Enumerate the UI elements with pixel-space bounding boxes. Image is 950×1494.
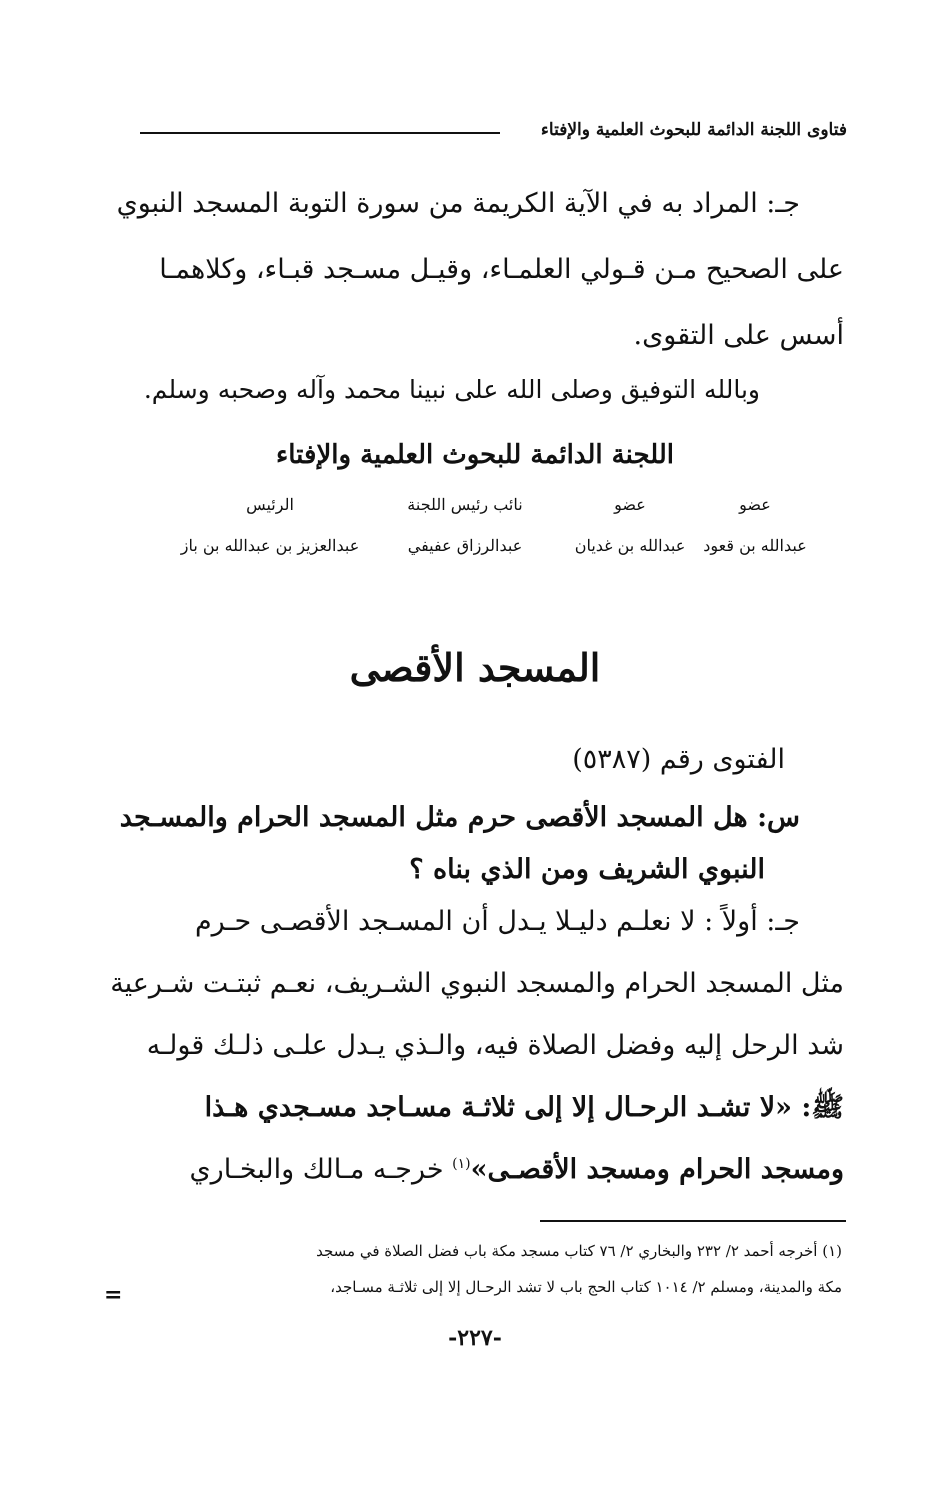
running-header-title: فتاوى اللجنة الدائمة للبحوث العلمية والإفتاء bbox=[540, 120, 847, 140]
header-rule bbox=[140, 132, 500, 134]
closing-line: وبالله التوفيق وصلى الله على نبينا محمد وآله وصحبه وسلم. bbox=[143, 375, 760, 404]
question-line-2: النبوي الشريف ومن الذي بناه ؟ bbox=[409, 854, 765, 885]
signer-name: عبدالعزيز بن عبدالله بن باز bbox=[180, 536, 360, 555]
fatwa-answer-last-line bbox=[190, 1152, 844, 1187]
signer-chairman bbox=[160, 495, 380, 555]
signer-name: عبدالرزاق عفيفي bbox=[407, 536, 523, 555]
signer-vice-chairman bbox=[380, 495, 550, 555]
fatwa-number: الفتوى رقم (٥٣٨٧) bbox=[572, 744, 785, 775]
signer-role: عضو bbox=[739, 495, 771, 514]
signer-role: نائب رئيس اللجنة bbox=[407, 495, 523, 514]
answer-line-3: أسس على التقوى. bbox=[633, 320, 844, 351]
continuation-mark: = bbox=[104, 1282, 123, 1308]
attribution-text: خرجـه مـالك والبخـاري bbox=[189, 1154, 453, 1185]
signer-name: عبدالله بن غديان bbox=[574, 536, 686, 555]
section-title: المسجد الأقصى bbox=[349, 645, 601, 690]
question-line-1: س: هل المسجد الأقصى حرم مثل المسجد الحرام والمسـجد bbox=[119, 802, 800, 833]
footnote-line-2: مكة والمدينة، ومسلم ٢/ ١٠١٤ كتاب الحج باب لا تشد الرحـال إلا إلى ثلاثـة مسـاجد، bbox=[330, 1278, 842, 1296]
signer-member-2 bbox=[545, 495, 715, 555]
signer-role: عضو bbox=[614, 495, 646, 514]
signer-role: الرئيس bbox=[246, 495, 294, 514]
hadith-end: ومسجد الحرام ومسجد الأقصـى» bbox=[470, 1154, 844, 1185]
fatwa-answer-line-3: شد الرحل إليه وفضل الصلاة فيه، والـذي يـدل علـى ذلـك قولـه bbox=[146, 1030, 844, 1061]
answer-line-2: على الصحيح مـن قـولي العلمـاء، وقيـل مسـجد قبـاء، وكلاهمـا bbox=[159, 254, 844, 285]
hadith-line: ﷺ: «لا تشـد الرحـال إلا إلى ثلاثـة مسـاجد مسـجدي هـذا bbox=[204, 1092, 844, 1123]
signer-name: عبدالله بن قعود bbox=[703, 536, 807, 555]
fatwa-answer-line-2: مثل المسجد الحرام والمسجد النبوي الشـريف، نعـم ثبتـت شـرعية bbox=[110, 968, 844, 999]
fatwa-answer-line-1: جـ: أولاً : لا نعلـم دليـلا يـدل أن المسـجد الأقصـى حـرم bbox=[194, 906, 800, 937]
footnote-rule bbox=[540, 1220, 846, 1222]
footnote-reference[interactable]: (١) bbox=[452, 1156, 471, 1172]
page-number: -٢٢٧- bbox=[448, 1325, 502, 1351]
footnote-line-1: (١) أخرجه أحمد ٢/ ٢٣٢ والبخاري ٢/ ٧٦ كتاب مسجد مكة باب فضل الصلاة في مسجد bbox=[316, 1242, 842, 1260]
answer-line-1: جـ: المراد به في الآية الكريمة من سورة التوبة المسجد النبوي bbox=[116, 188, 800, 219]
committee-name: اللجنة الدائمة للبحوث العلمية والإفتاء bbox=[276, 440, 674, 470]
